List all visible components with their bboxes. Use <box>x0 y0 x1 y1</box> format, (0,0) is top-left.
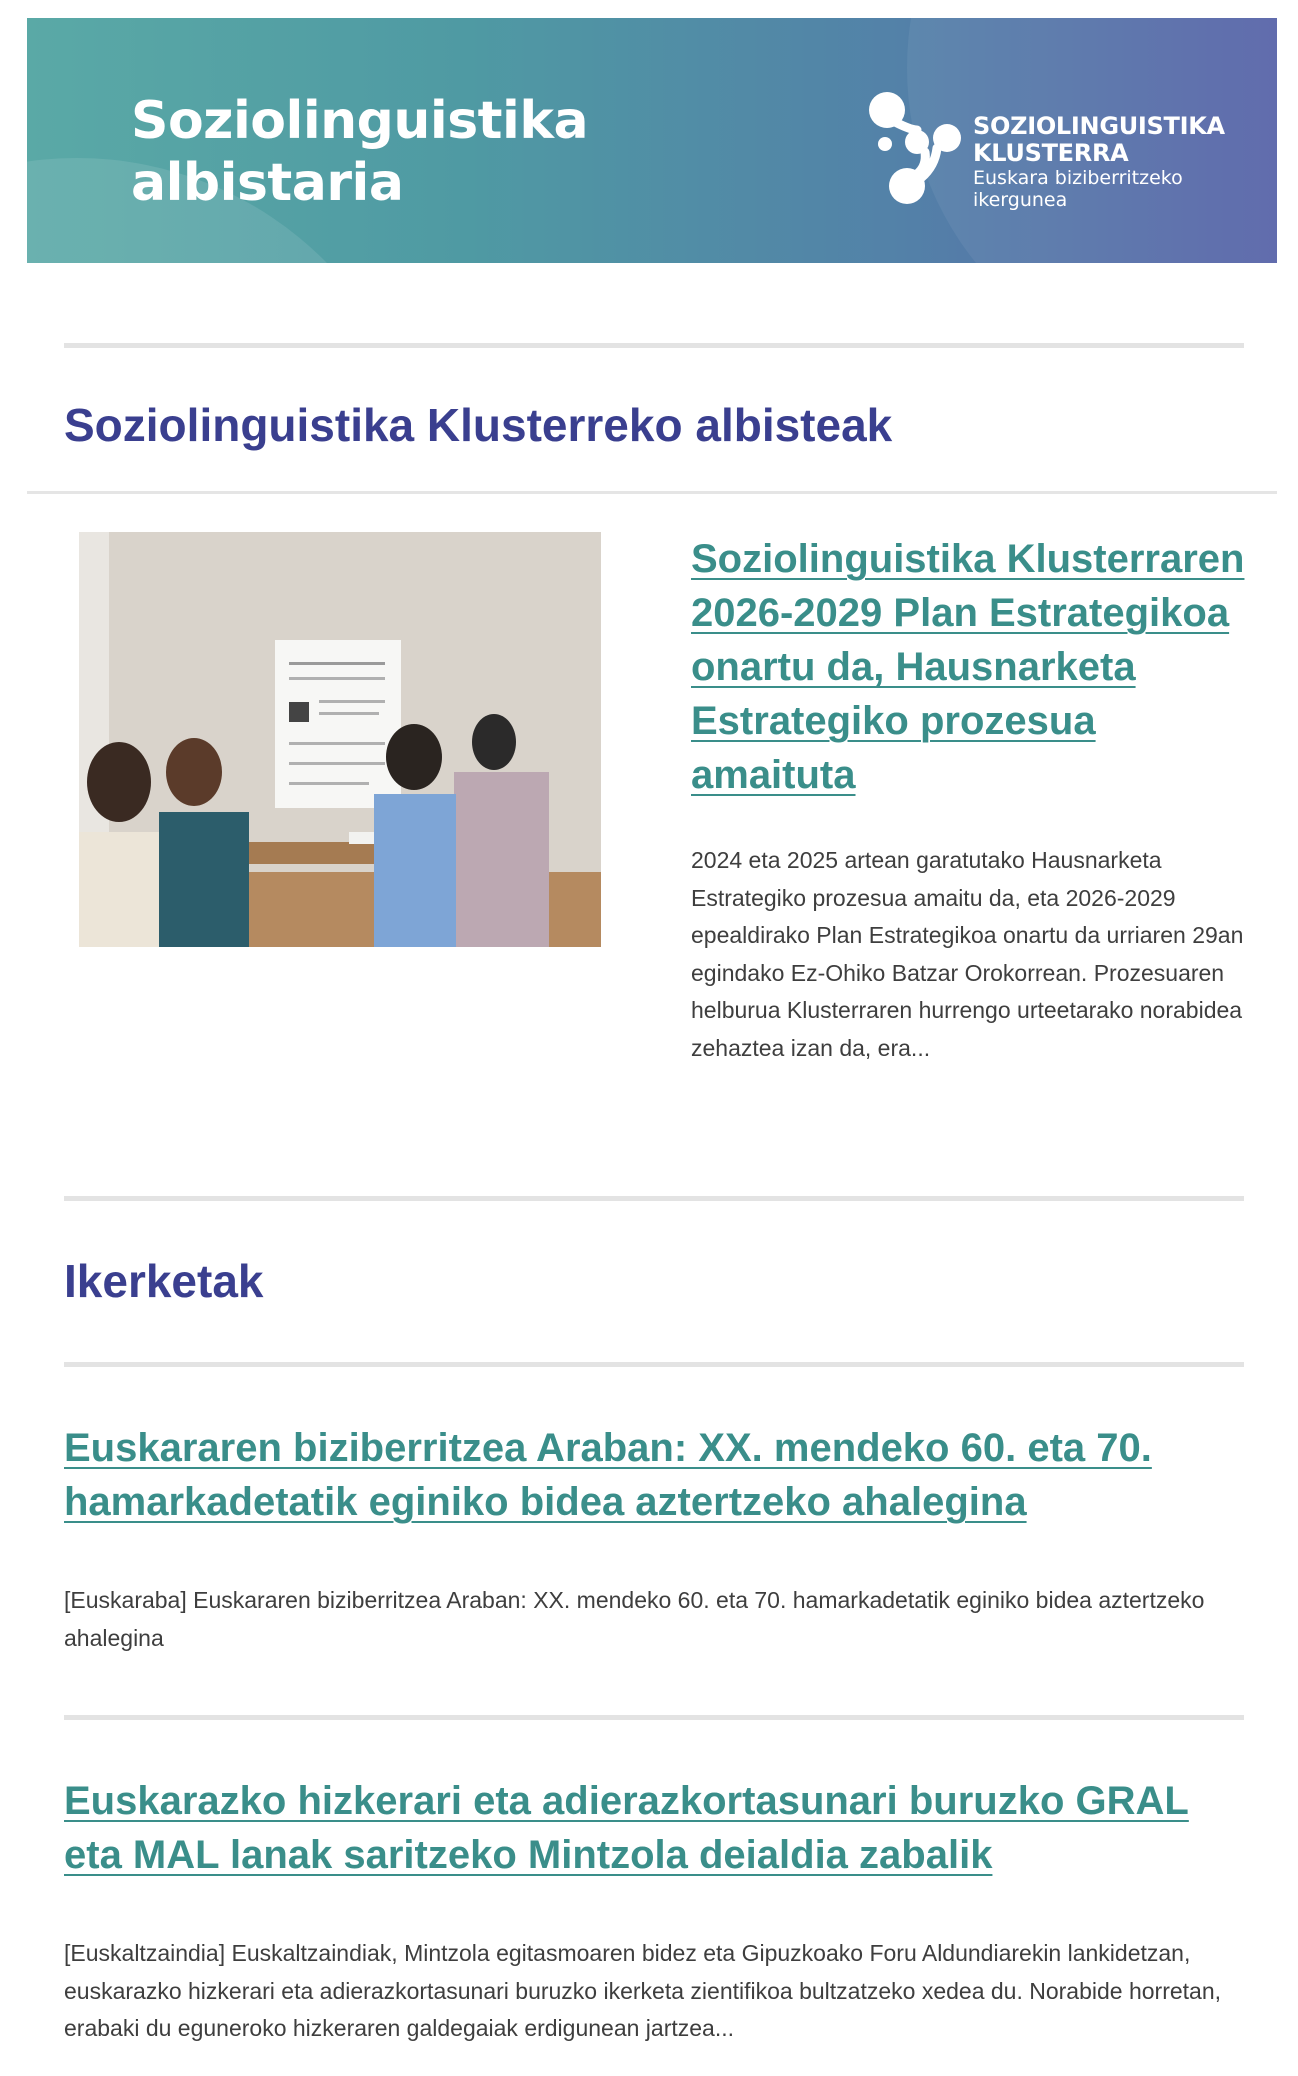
research-article-link[interactable]: Euskararen biziberritzea Araban: XX. mendeko 60. eta 70. hamarkadetatik eginiko bidea aztertzeko ahalegina <box>64 1426 1152 1524</box>
section-divider <box>64 1362 1244 1367</box>
research-article-summary: [Euskaraba] Euskararen biziberritzea Araban: XX. mendeko 60. eta 70. hamarkadetatik eginiko bidea aztertzeko ahalegina <box>64 1587 1205 1651</box>
section-divider <box>64 1715 1244 1720</box>
featured-article-link[interactable]: Soziolinguistika Klusterraren 2026-2029 Plan Estrategikoa onartu da, Hausnarketa Estrategiko prozesua amaituta <box>691 537 1245 797</box>
logo-text-line: ikergunea <box>973 189 1068 211</box>
research-article-link[interactable]: Euskarazko hizkerari eta adierazkortasunari buruzko GRAL eta MAL lanak saritzeko Mintzola deialdia zabalik <box>64 1779 1189 1877</box>
klusterra-logo-icon <box>865 86 965 211</box>
featured-article-image[interactable] <box>79 532 601 947</box>
section-divider <box>27 491 1277 494</box>
newsletter-title <box>131 90 588 214</box>
section-divider <box>64 343 1244 348</box>
klusterra-logo-text <box>973 113 1225 211</box>
newsletter-title-line: Soziolinguistika <box>131 91 589 151</box>
section-divider <box>64 1196 1244 1201</box>
research-section-heading: Ikerketak <box>64 1255 264 1307</box>
featured-photo-illustration <box>79 532 601 947</box>
logo-text-line: Euskara biziberritzeko <box>973 167 1183 189</box>
logo-text-line: KLUSTERRA <box>973 139 1129 167</box>
newsletter-title-line: albistaria <box>131 153 404 213</box>
research-article-summary: [Euskaltzaindia] Euskaltzaindiak, Mintzola egitasmoaren bidez eta Gipuzkoako Foru Aldundiarekin lankidetzan, euskarazko hizkerari eta adierazkortasunari buruzko ikerketa zientifikoa bultzatzeko xedea du. Norabide horretan, erabaki du eguneroko hizkeraren galdegaiak erdigunean jartzea... <box>64 1940 1222 2041</box>
logo-text-line: SOZIOLINGUISTIKA <box>973 112 1225 140</box>
newsletter-banner <box>27 18 1277 263</box>
featured-article-summary: 2024 eta 2025 artean garatutako Hausnarketa Estrategiko prozesua amaitu da, eta 2026-2029 epealdirako Plan Estrategikoa onartu da urriaren 29an egindako Ez-Ohiko Batzar Orokorrean. Prozesuaren helburua Klusterraren hurrengo urteetarako norabidea zehaztea izan da, era... <box>691 847 1244 1061</box>
news-section-heading: Soziolinguistika Klusterreko albisteak <box>64 399 893 451</box>
